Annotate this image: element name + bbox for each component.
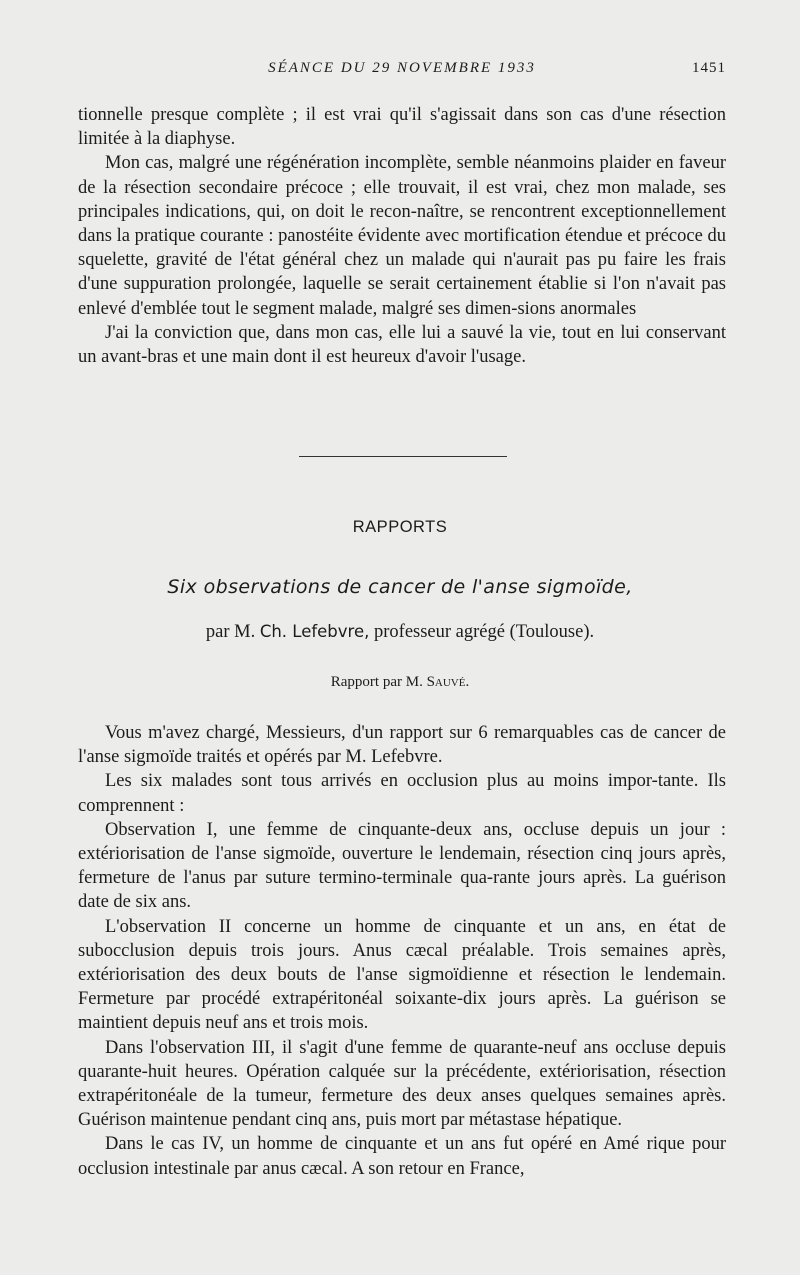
author-name: Ch. Lefebvre,	[259, 622, 370, 641]
article-body	[78, 721, 726, 1181]
running-head-title: SÉANCE DU 29 NOVEMBRE 1933	[268, 60, 536, 76]
section-divider	[299, 456, 507, 457]
paragraph: Mon cas, malgré une régénération incomplète, semble néanmoins plaider en faveur de la résection secondaire précoce ; elle trouvait, il est vrai, chez mon malade, ses principales indications, qui, on doit le recon-naître, se rencontrent exceptionnellement dans la pratique courante : panostéite évidente avec mortification étendue et précoce du squelette, gravité de l'état général chez un malade qui n'aurait pas pu faire les frais d'une suppuration prolongée, laquelle se serait certainement établie si l'on n'avait pas enlevé d'emblée tout le segment malade, malgré ses dimen-sions anormales	[78, 153, 726, 319]
paragraph: Vous m'avez chargé, Messieurs, d'un rapport sur 6 remarquables cas de cancer de l'anse sigmoïde traités et opérés par M. Lefebvre.	[78, 723, 726, 768]
byline	[0, 622, 800, 643]
paragraph: L'observation II concerne un homme de cinquante et un ans, en état de subocclusion depuis trois jours. Anus cæcal préalable. Trois semaines après, extériorisation des deux bouts de l'anse sigmoïdienne et résection le lendemain. Fermeture par procédé extrapéritonéal soixante-dix jours après. La guérison se maintient depuis neuf ans et trois mois.	[78, 916, 726, 1034]
paragraph: Dans l'observation III, il s'agit d'une femme de quarante-neuf ans occluse depuis quarante-huit heures. Opération calquée sur la précédente, extériorisation, résection extrapéritonéale de la tumeur, fermeture des deux anses quelques semaines après. Guérison maintenue pendant cinq ans, puis mort par métastase hépatique.	[78, 1037, 726, 1131]
paragraph: Les six malades sont tous arrivés en occlusion plus au moins impor-tante. Ils comprennent :	[78, 771, 726, 816]
paragraph: J'ai la conviction que, dans mon cas, elle lui a sauvé la vie, tout en lui conservant un avant-bras et une main dont il est heureux d'avoir l'usage.	[78, 322, 726, 368]
section-heading: RAPPORTS	[352, 518, 448, 536]
paragraph: Observation I, une femme de cinquante-deux ans, occluse depuis un jour : extériorisation de l'anse sigmoïde, ouverture le lendemain, résection cinq jours après, fermeture de l'anus par suture termino-terminale qua-rante jours après. La guérison date de six ans.	[78, 819, 726, 913]
paragraph: tionnelle presque complète ; il est vrai qu'il s'agissait dans son cas d'une résection limitée à la diaphyse.	[78, 105, 726, 150]
running-head	[78, 60, 726, 84]
reporter-name: Sauvé.	[426, 674, 470, 690]
previous-article-text	[78, 103, 726, 369]
byline-prefix: par M.	[205, 622, 256, 642]
paragraph: Dans le cas IV, un homme de cinquante et un ans fut opéré en Amé rique pour occlusion intestinale par anus cæcal. A son retour en France,	[78, 1134, 726, 1179]
page-number: 1451	[692, 60, 726, 76]
author-title: professeur agrégé (Toulouse).	[374, 622, 595, 642]
reporter-prefix: Rapport par M.	[330, 674, 423, 690]
article-title: Six observations de cancer de l'anse sigmoïde,	[167, 576, 633, 598]
reporter-line	[0, 674, 800, 691]
